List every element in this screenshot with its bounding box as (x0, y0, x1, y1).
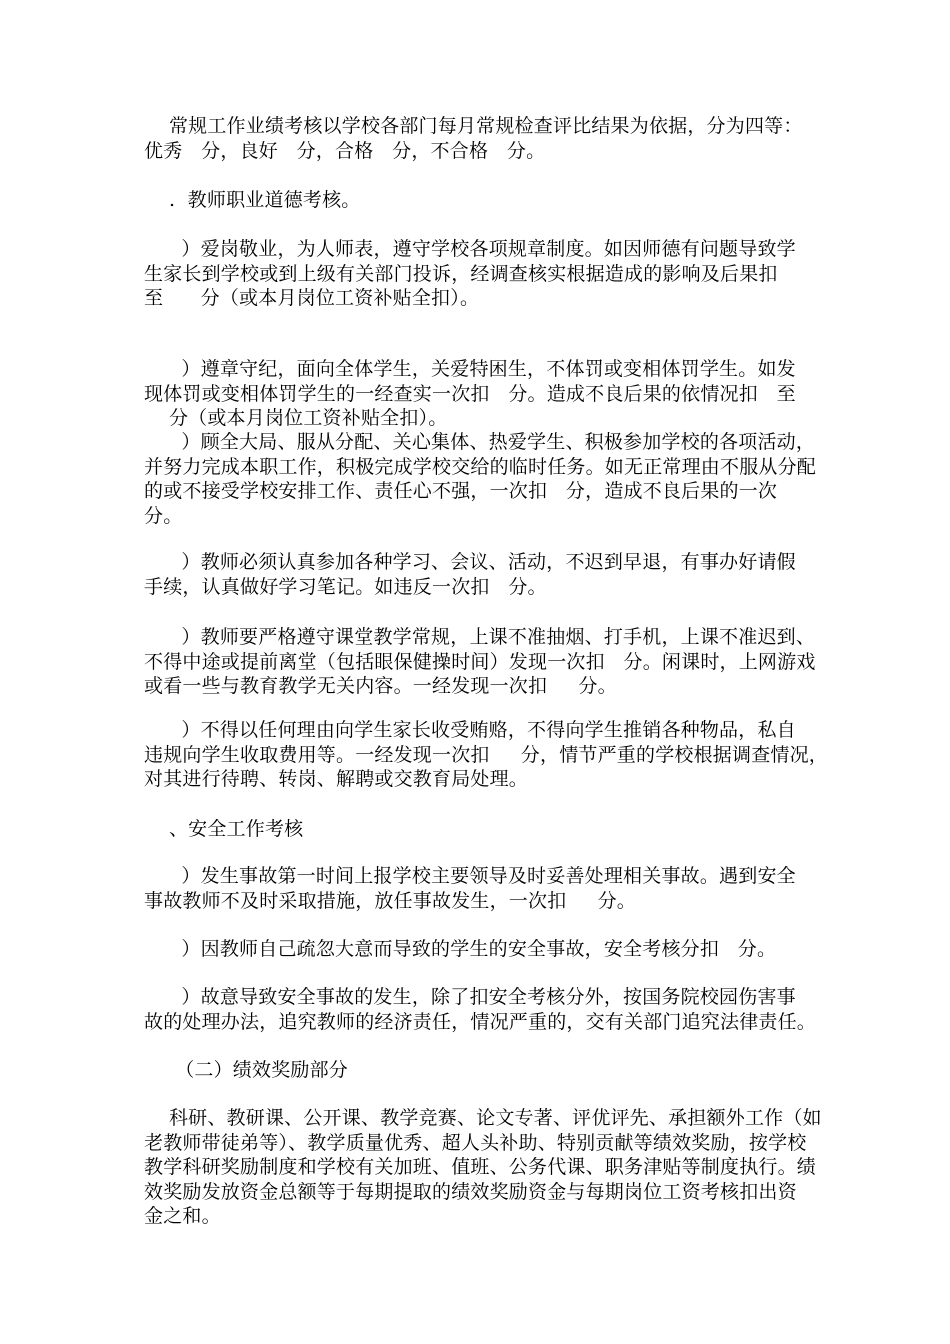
paragraph-line: 优秀 分，良好 分，合格 分，不合格 分。 (144, 139, 546, 162)
paragraph-line: 或看一些与教育教学无关内容。一经发现一次扣 分。 (144, 675, 617, 697)
paragraph-line: 、安全工作考核 (144, 818, 304, 840)
paragraph-line: 不得中途或提前离堂（包括眼保健操时间）发现一次扣 分。闲课时，上网游戏 (144, 650, 816, 673)
paragraph-line: 的或不接受学校安排工作、责任心不强，一次扣 分，造成不良后果的一次 (144, 480, 778, 502)
paragraph-line: 生家长到学校或到上级有关部门投诉，经调查核实根据造成的影响及后果扣 (144, 262, 778, 285)
paragraph-line: 科研、教研课、公开课、教学竞赛、论文专著、评优评先、承担额外工作（如 (144, 1107, 822, 1129)
paragraph-line: 至 分（或本月岗位工资补贴全扣）。 (144, 287, 480, 309)
paragraph-line: 老教师带徒弟等）、教学质量优秀、超人头补助、特别贡献等绩效奖励，按学校 (144, 1131, 807, 1154)
paragraph-line: 违规向学生收取费用等。一经发现一次扣 分，情节严重的学校根据调查情况， (144, 743, 828, 766)
paragraph-line: ）遵章守纪，面向全体学生，关爱特困生，不体罚或变相体罚学生。如发 (144, 358, 796, 380)
paragraph-line: 并努力完成本职工作，积极完成学校交给的临时任务。如无正常理由不服从分配 (144, 455, 817, 478)
paragraph-line: 分（或本月岗位工资补贴全扣）。 (144, 407, 448, 429)
paragraph-line: 故的处理办法，追究教师的经济责任，情况严重的，交有关部门追究法律责任。 (144, 1010, 817, 1033)
paragraph-line: ）爱岗敬业，为人师表，遵守学校各项规章制度。如因师德有问题导致学 (144, 238, 796, 260)
paragraph-line: 分。 (144, 504, 183, 527)
paragraph-line: 效奖励发放资金总额等于每期提取的绩效奖励资金与每期岗位工资考核扣出资 (144, 1180, 797, 1203)
paragraph-line: ）因教师自己疏忽大意而导致的学生的安全事故，安全考核分扣 分。 (144, 938, 777, 960)
paragraph-line: ）教师要严格遵守课堂教学常规，上课不准抽烟、打手机，上课不准迟到、 (144, 626, 816, 648)
paragraph-line: 常规工作业绩考核以学校各部门每月常规检查评比结果为依据，分为四等： (144, 115, 803, 137)
paragraph-line: 对其进行待聘、转岗、解聘或交教育局处理。 (144, 768, 529, 790)
paragraph-line: 手续，认真做好学习笔记。如违反一次扣 分。 (144, 575, 547, 598)
paragraph-line: ）顾全大局、服从分配、关心集体、热爱学生、积极参加学校的各项活动， (144, 431, 816, 453)
paragraph-line: 现体罚或变相体罚学生的一经查实一次扣 分。造成不良后果的依情况扣 至 (144, 382, 796, 405)
paragraph-line: ）故意导致安全事故的发生，除了扣安全考核分外，按国务院校园伤害事 (144, 986, 796, 1008)
paragraph-line: ）不得以任何理由向学生家长收受贿赂，不得向学生推销各种物品，私自 (144, 719, 796, 741)
paragraph-line: ）发生事故第一时间上报学校主要领导及时妥善处理相关事故。遇到安全 (144, 865, 796, 887)
paragraph-line: 金之和。 (144, 1205, 221, 1227)
paragraph-line: （二）绩效奖励部分 (144, 1059, 348, 1081)
paragraph-line: 教学科研奖励制度和学校有关加班、值班、公务代课、职务津贴等制度执行。绩 (144, 1156, 817, 1178)
paragraph-line: ）教师必须认真参加各种学习、会议、活动，不迟到早退，有事办好请假 (144, 551, 796, 573)
paragraph-line: 事故教师不及时采取措施，放任事故发生，一次扣 分。 (144, 889, 636, 912)
paragraph-line: . 教师职业道德考核。 (144, 189, 361, 211)
